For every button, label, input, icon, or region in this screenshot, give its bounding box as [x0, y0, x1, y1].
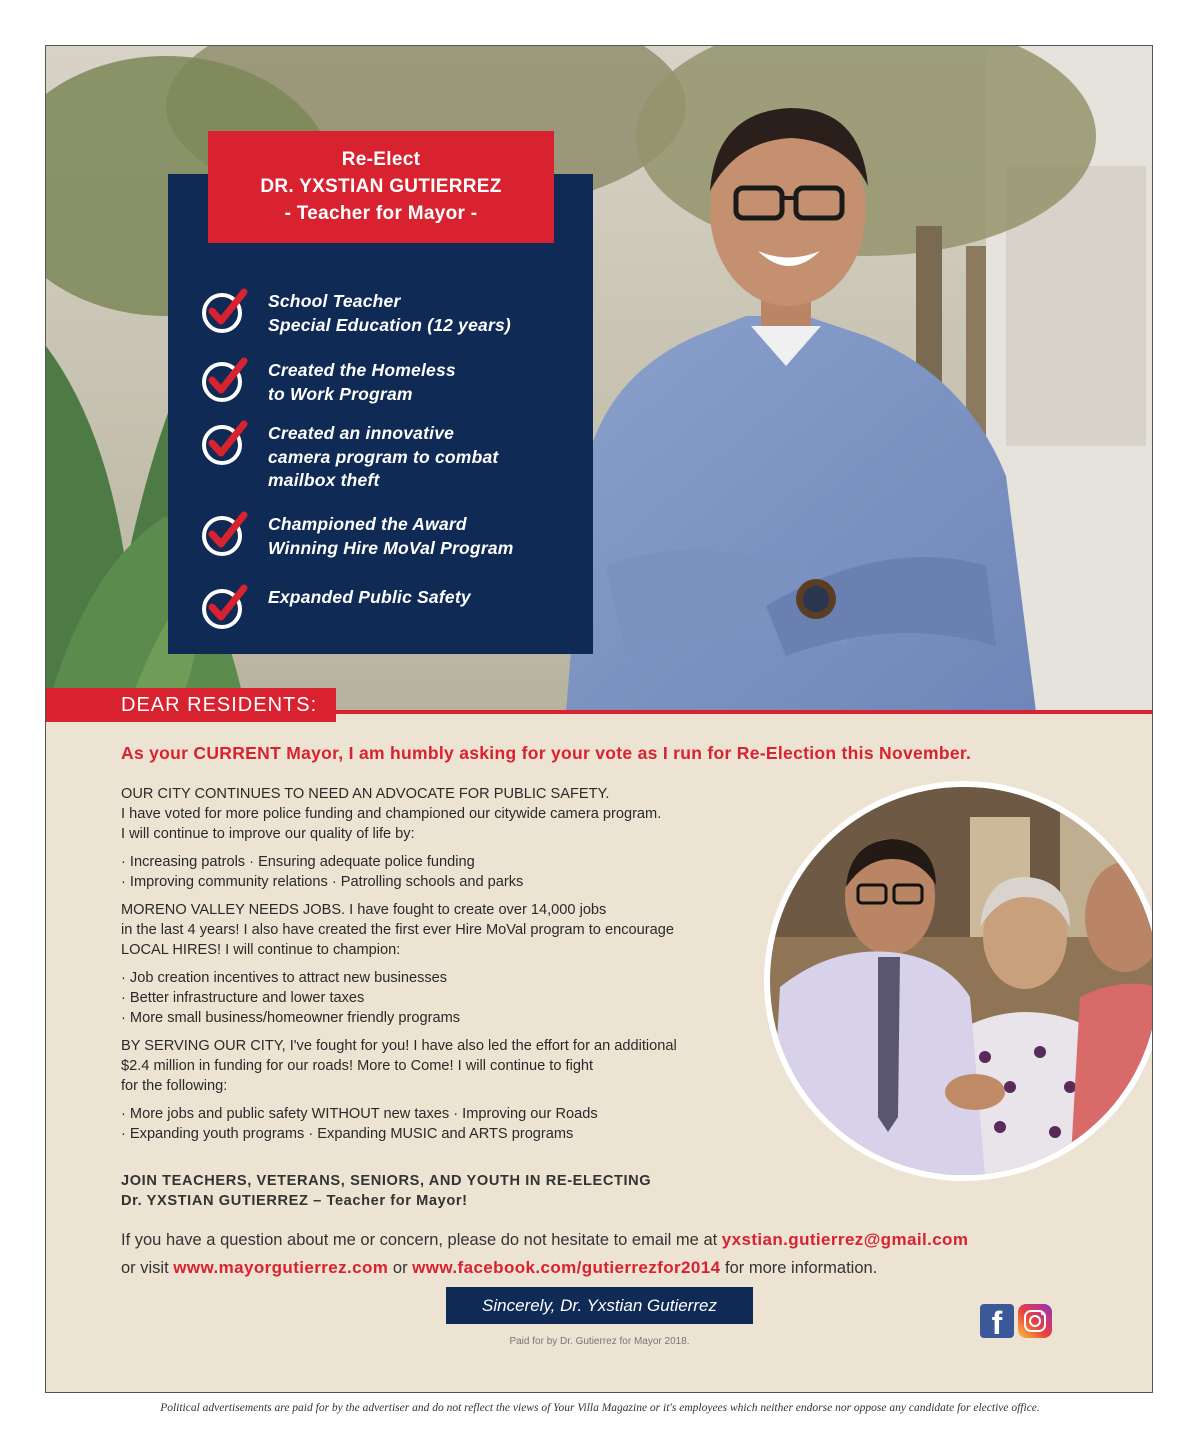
facebook-icon[interactable] — [980, 1304, 1014, 1338]
accomplishment-item — [200, 422, 498, 493]
section-intro — [121, 784, 761, 844]
instagram-icon[interactable] — [1018, 1304, 1052, 1338]
political-disclaimer: Political advertisements are paid for by the advertiser and do not reflect the views of Your Villa Magazine or it's employees which neither endorse nor oppose any candidate for elective office. — [160, 1402, 1040, 1414]
join-call-to-action — [121, 1171, 651, 1211]
hero-photo — [46, 46, 1153, 712]
checkmark-icon — [200, 509, 250, 559]
handshake-photo-image — [770, 787, 1153, 1175]
body-line: $2.4 million in funding for our roads! More to Come! I will continue to fight — [121, 1058, 594, 1074]
facebook-link[interactable]: www.facebook.com/gutierrezfor2014 — [412, 1258, 721, 1277]
checkmark-icon — [200, 418, 250, 468]
bullet-list — [121, 1104, 761, 1144]
bullet-line: · Expanding youth programs · Expanding MUSIC and ARTS programs — [121, 1126, 574, 1142]
checkmark-icon — [200, 286, 250, 336]
banner-divider — [336, 710, 1153, 714]
candidate-name: DR. YXSTIAN GUTIERREZ — [260, 176, 502, 197]
accomplishment-item — [200, 359, 456, 406]
accomplishment-text: School Teacher Special Education (12 years) — [268, 291, 511, 335]
section-intro — [121, 900, 761, 960]
social-icons — [980, 1304, 1052, 1338]
body-line: MORENO VALLEY NEEDS JOBS. I have fought to create over 14,000 jobs — [121, 902, 607, 918]
join-line: Dr. YXSTIAN GUTIERREZ – Teacher for Mayor! — [121, 1193, 468, 1209]
re-elect-label: Re-Elect — [341, 149, 421, 170]
body-line: OUR CITY CONTINUES TO NEED AN ADVOCATE FOR PUBLIC SAFETY. — [121, 786, 610, 802]
dear-residents-banner: DEAR RESIDENTS: — [46, 688, 336, 722]
bullet-list — [121, 968, 761, 1028]
accomplishment-text: Created an innovative camera program to combat mailbox theft — [268, 423, 499, 490]
body-line: for the following: — [121, 1078, 228, 1094]
contact-text: If you have a question about me or concern, please do not hesitate to email me at — [121, 1231, 722, 1249]
bullet-line: · Better infrastructure and lower taxes — [121, 990, 365, 1006]
checkmark-icon — [200, 582, 250, 632]
campaign-ad — [45, 45, 1153, 1393]
contact-text: or — [388, 1259, 413, 1277]
bullet-line: · More jobs and public safety WITHOUT new taxes · Improving our Roads — [121, 1106, 598, 1122]
website-link[interactable]: www.mayorgutierrez.com — [173, 1258, 389, 1277]
accomplishments-panel — [168, 174, 593, 654]
bullet-line: · Increasing patrols · Ensuring adequate police funding — [121, 854, 475, 870]
contact-line-email — [121, 1226, 968, 1254]
accomplishment-item — [200, 586, 471, 632]
signoff-banner: Sincerely, Dr. Yxstian Gutierrez — [446, 1287, 753, 1324]
bullet-line: · Job creation incentives to attract new businesses — [121, 970, 448, 986]
checkmark-icon — [200, 355, 250, 405]
bullet-line: · Improving community relations · Patrolling schools and parks — [121, 874, 524, 890]
bullet-list — [121, 852, 761, 892]
body-line: I have voted for more police funding and championed our citywide camera program. — [121, 806, 662, 822]
email-link[interactable]: yxstian.gutierrez@gmail.com — [721, 1230, 969, 1249]
join-line: JOIN TEACHERS, VETERANS, SENIORS, AND YOUTH IN RE-ELECTING — [121, 1173, 652, 1189]
letter-body — [121, 784, 761, 1152]
handshake-photo — [764, 781, 1153, 1181]
headline: As your CURRENT Mayor, I am humbly asking for your vote as I run for Re-Election this November. — [121, 743, 972, 763]
contact-info — [121, 1226, 968, 1282]
body-line: BY SERVING OUR CITY, I've fought for you! I have also led the effort for an additional — [121, 1038, 677, 1054]
accomplishment-text: Championed the Award Winning Hire MoVal Program — [268, 514, 514, 558]
accomplishment-text: Expanded Public Safety — [268, 587, 471, 607]
contact-line-web — [121, 1254, 968, 1282]
body-line: I will continue to improve our quality of life by: — [121, 826, 415, 842]
paid-for-notice: Paid for by Dr. Gutierrez for Mayor 2018. — [509, 1336, 690, 1347]
contact-text: for more information. — [720, 1259, 878, 1277]
accomplishment-item — [200, 513, 514, 560]
candidate-name-tag — [208, 131, 554, 243]
accomplishment-item — [200, 290, 511, 337]
accomplishment-text: Created the Homeless to Work Program — [268, 360, 456, 404]
body-line: LOCAL HIRES! I will continue to champion: — [121, 942, 401, 958]
body-line: in the last 4 years! I also have created the first ever Hire MoVal program to encourage — [121, 922, 674, 938]
contact-text: or visit — [121, 1259, 174, 1277]
section-intro — [121, 1036, 761, 1096]
candidate-tagline: - Teacher for Mayor - — [284, 203, 478, 224]
bullet-line: · More small business/homeowner friendly programs — [121, 1010, 461, 1026]
